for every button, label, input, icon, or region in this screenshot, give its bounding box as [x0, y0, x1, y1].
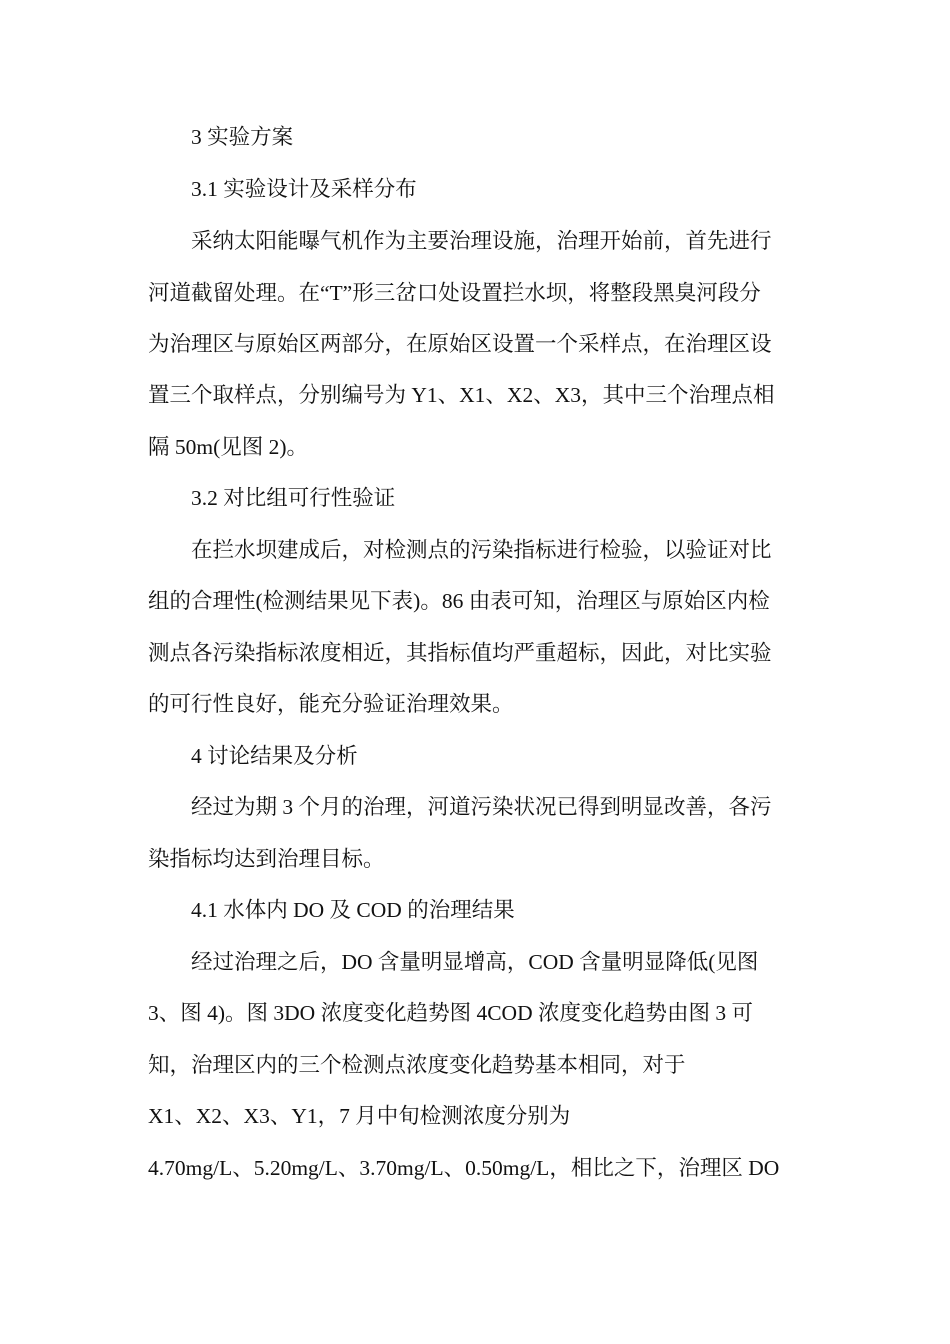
- heading-section-3-2: 3.2 对比组可行性验证: [191, 486, 396, 510]
- paragraph-line: 经过治理之后，DO 含量明显增高，COD 含量明显降低(见图: [191, 950, 759, 974]
- paragraph-line: 测点各污染指标浓度相近，其指标值均严重超标，因此，对比实验: [148, 641, 772, 665]
- paragraph-line: 为治理区与原始区两部分，在原始区设置一个采样点，在治理区设: [148, 332, 772, 356]
- paragraph-line: 河道截留处理。在“T”形三岔口处设置拦水坝，将整段黑臭河段分: [148, 281, 761, 305]
- paragraph-line: 隔 50m(见图 2)。: [148, 435, 309, 459]
- paragraph-line: 的可行性良好，能充分验证治理效果。: [148, 692, 514, 716]
- paragraph-line: X1、X2、X3、Y1，7 月中旬检测浓度分别为: [148, 1104, 571, 1128]
- paragraph-line: 置三个取样点，分别编号为 Y1、X1、X2、X3，其中三个治理点相: [148, 383, 775, 407]
- heading-section-4-1: 4.1 水体内 DO 及 COD 的治理结果: [191, 898, 515, 922]
- paragraph-line: 组的合理性(检测结果见下表)。86 由表可知，治理区与原始区内检: [148, 589, 770, 613]
- heading-section-3-1: 3.1 实验设计及采样分布: [191, 177, 417, 201]
- paragraph-line: 在拦水坝建成后，对检测点的污染指标进行检验，以验证对比: [191, 538, 772, 562]
- paragraph-line: 染指标均达到治理目标。: [148, 847, 385, 871]
- paragraph-line: 4.70mg/L、5.20mg/L、3.70mg/L、0.50mg/L，相比之下，治理区 DO: [148, 1156, 780, 1180]
- paragraph-line: 采纳太阳能曝气机作为主要治理设施，治理开始前，首先进行: [191, 229, 772, 253]
- heading-section-3: 3 实验方案: [191, 125, 294, 149]
- paragraph-line: 3、图 4)。图 3DO 浓度变化趋势图 4COD 浓度变化趋势由图 3 可: [148, 1001, 753, 1025]
- paragraph-line: 知，治理区内的三个检测点浓度变化趋势基本相同，对于: [148, 1053, 686, 1077]
- paragraph-line: 经过为期 3 个月的治理，河道污染状况已得到明显改善，各污: [191, 795, 772, 819]
- heading-section-4: 4 讨论结果及分析: [191, 744, 358, 768]
